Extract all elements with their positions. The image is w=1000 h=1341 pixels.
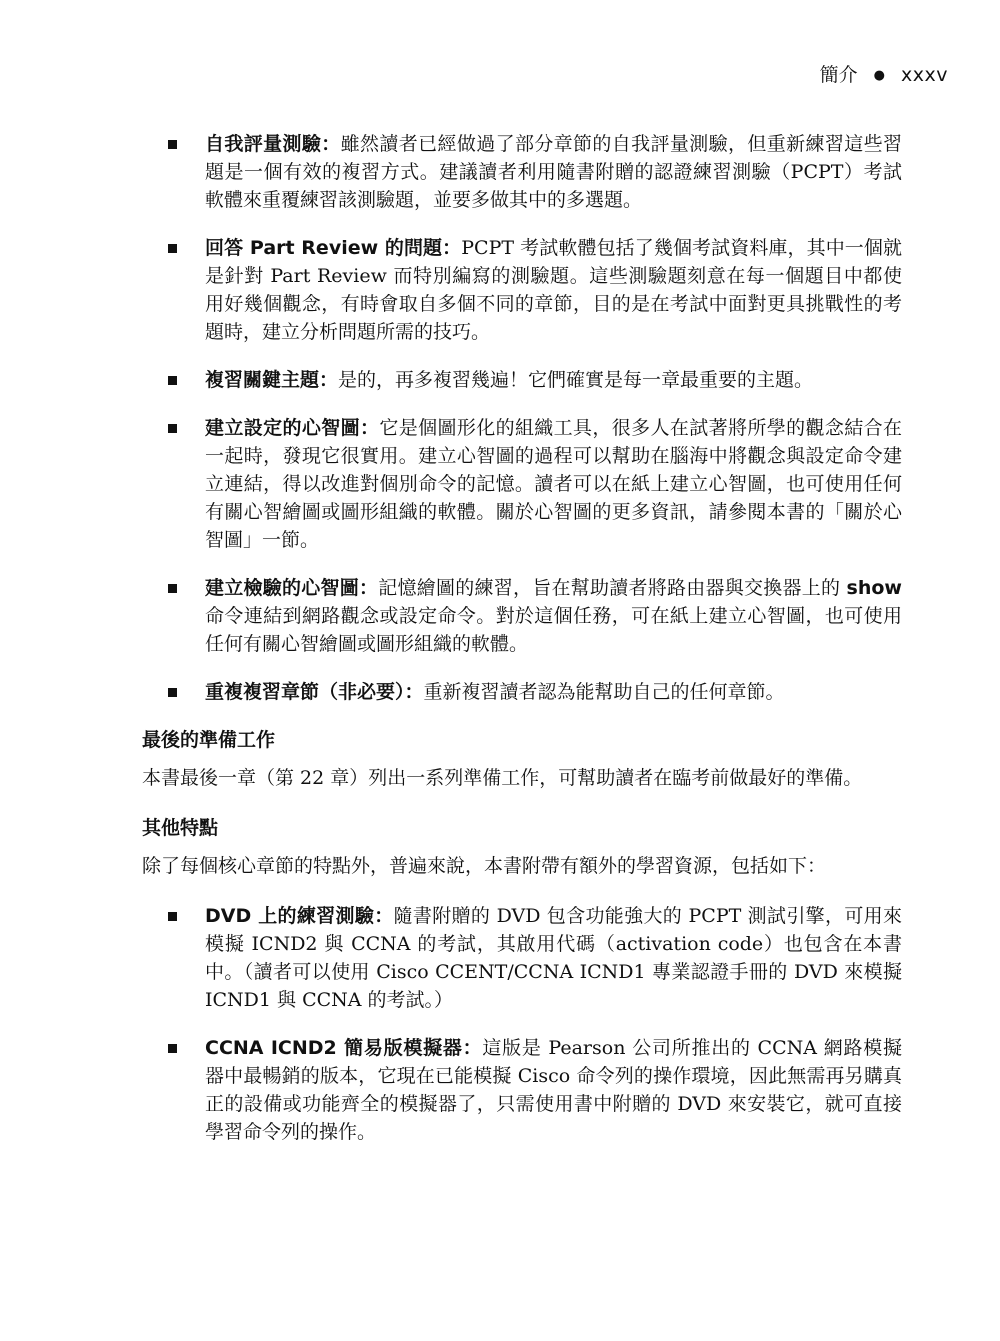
- square-bullet-icon: [168, 244, 177, 253]
- section-paragraph: 本書最後一章（第 22 章）列出一系列準備工作，可幫助讀者在臨考前做最好的準備。: [142, 767, 863, 789]
- item-term: 回答 Part Review 的問題：: [205, 237, 462, 259]
- square-bullet-icon: [168, 584, 177, 593]
- square-bullet-icon: [168, 1044, 177, 1053]
- list-item: [142, 234, 902, 346]
- item-text: 隨書附贈的 DVD 包含功能強大的 PCPT 測試引擎，可用來模擬 ICND2 與 CCNA 的考試，其啟用代碼（activation code）也包含在本書中。（讀者可以使用 Cisco CCENT/CCNA ICND1 專業認證手冊的 DVD 來模擬 ICND1 與 CCNA 的考試。）: [205, 905, 902, 1011]
- item-term: 自我評量測驗：: [205, 133, 341, 155]
- list-item: [142, 902, 902, 1014]
- section-paragraph: 除了每個核心章節的特點外，普遍來說，本書附帶有額外的學習資源，包括如下：: [142, 855, 827, 877]
- running-header: [820, 60, 948, 87]
- extra-resources-list: [142, 902, 902, 1146]
- item-text: 雖然讀者已經做過了部分章節的自我評量測驗，但重新練習這些習題是一個有效的複習方式。建議讀者利用隨書附贈的認證練習測驗（PCPT）考試軟體來重覆練習該測驗題，並要多做其中的多選題。: [205, 133, 902, 211]
- list-item: [142, 1034, 902, 1146]
- page-body: [142, 130, 902, 1166]
- list-item: [142, 130, 902, 214]
- page-number: xxxv: [901, 64, 948, 86]
- section-heading-final-prep: 最後的準備工作: [142, 729, 276, 751]
- item-term: 建立檢驗的心智圖：: [205, 577, 379, 599]
- chapter-title: 簡介: [819, 64, 858, 86]
- review-activities-list: [142, 130, 902, 706]
- square-bullet-icon: [168, 140, 177, 149]
- header-separator: ●: [873, 68, 885, 83]
- item-term: 建立設定的心智圖：: [205, 417, 380, 439]
- section-heading-other-features: 其他特點: [142, 817, 219, 839]
- list-item: [142, 678, 902, 706]
- square-bullet-icon: [168, 376, 177, 385]
- item-text: 是的，再多複習幾遍！它們確實是每一章最重要的主題。: [338, 369, 814, 391]
- item-term: 重複複習章節（非必要）：: [205, 681, 424, 703]
- item-term: 複習關鍵主題：: [205, 369, 339, 391]
- command-keyword: show: [846, 577, 902, 599]
- list-item: [142, 574, 902, 658]
- square-bullet-icon: [168, 912, 177, 921]
- square-bullet-icon: [168, 688, 177, 697]
- square-bullet-icon: [168, 424, 177, 433]
- list-item: [142, 366, 902, 394]
- list-item: [142, 414, 902, 554]
- item-text: 重新複習讀者認為能幫助自己的任何章節。: [423, 681, 785, 703]
- item-term: DVD 上的練習測驗：: [205, 905, 394, 927]
- item-text: 這版是 Pearson 公司所推出的 CCNA 網路模擬器中最暢銷的版本，它現在已能模擬 Cisco 命令列的操作環境，因此無需再另購真正的設備或功能齊全的模擬器了，只需使用書中附贈的 DVD 來安裝它，就可直接學習命令列的操作。: [205, 1037, 902, 1143]
- item-text: 它是個圖形化的組織工具，很多人在試著將所學的觀念結合在一起時，發現它很實用。建立心智圖的過程可以幫助在腦海中將觀念與設定命令建立連結，得以改進對個別命令的記憶。讀者可以在紙上建立心智圖，也可使用任何有關心智繪圖或圖形組織的軟體。關於心智圖的更多資訊，請參閱本書的「關於心智圖」一節。: [205, 417, 902, 551]
- item-term: CCNA ICND2 簡易版模擬器：: [205, 1037, 483, 1059]
- item-text: 命令連結到網路觀念或設定命令。對於這個任務，可在紙上建立心智圖，也可使用任何有關心智繪圖或圖形組織的軟體。: [205, 605, 902, 655]
- item-text: PCPT 考試軟體包括了幾個考試資料庫，其中一個就是針對 Part Review 而特別編寫的測驗題。這些測驗題刻意在每一個題目中都使用好幾個觀念，有時會取自多個不同的章節，目的是在考試中面對更具挑戰性的考題時，建立分析問題所需的技巧。: [205, 237, 903, 343]
- item-text: 記憶繪圖的練習，旨在幫助讀者將路由器與交換器上的: [378, 577, 847, 599]
